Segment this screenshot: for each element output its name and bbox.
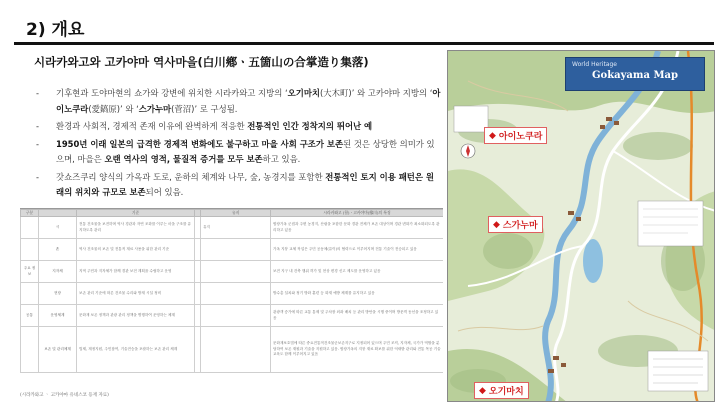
table-cell	[201, 283, 271, 305]
bullet-text: 기후현과 도야마현의 쇼가와 강변에 위치한 시라카와고 지방의 ‘	[56, 88, 288, 98]
bullet-dash: -	[36, 121, 40, 131]
table-cell: 가옥 지붕 교체 작업은 주민 공동체(유이)의 협력으로 이루어지며 전통 기술이 전승되고 있음	[271, 239, 444, 261]
bullet-dash: -	[36, 88, 40, 98]
table-cell	[201, 327, 271, 373]
table-cell: 지자체	[39, 261, 77, 283]
table-cell: 현장	[39, 283, 77, 305]
map-label-text: 오기마치	[488, 387, 524, 397]
bullet-dash: -	[36, 138, 40, 149]
table-cell	[201, 261, 271, 283]
map-label-text: 스가누마	[502, 221, 538, 231]
bullet-text: (大木町)’ 와 고카야마 지방의 ‘	[320, 88, 433, 98]
diamond-icon: ◆	[489, 130, 496, 141]
table-cell: 주요 정보	[21, 261, 39, 283]
bullet-highlight: 전통적인 토지 이용 패턴은 원래의 위치와 규모로 보존	[56, 171, 434, 197]
table-cell: 유지	[201, 217, 271, 239]
table-cell: 관광객 증가에 따른 교통 통제 및 주차장 외곽 배치 등 관리 방안을 시행 중이며 방문객 동선을 조정하고 있음	[271, 305, 444, 327]
section-title: 2) 개요	[26, 20, 85, 40]
table-cell	[21, 239, 39, 261]
table-cell: 문화재 보존 정책과 관광 관리 정책을 병행하여 운영하는 체계	[77, 305, 195, 327]
table-cell: 법제, 재정지원, 주민참여, 기술전승을 포괄하는 보존 관리 체계	[77, 327, 195, 373]
table-header-row	[21, 210, 444, 217]
bullet-highlight: 오랜 역사의 영적, 물질적 증거를 모두 보존	[104, 154, 263, 164]
map-title-world-heritage: World Heritage	[572, 61, 617, 68]
bullet-item	[36, 86, 441, 117]
table-cell: 합장가옥 군집과 주변 농경지, 산림을 포함한 문화 경관 전체가 보존 대상이며 경관 변화가 최소화되도록 관리하고 있음	[271, 217, 444, 239]
bullet-text: 되어 있음.	[145, 187, 184, 197]
table-cell: 지역 주민과 지자체가 함께 경관 보전 계획을 수립하고 운영	[77, 261, 195, 283]
map-title-gokayama: Gokayama Map	[592, 70, 678, 81]
table-cell	[201, 239, 271, 261]
bullet-text: 갓쇼즈쿠리 양식의 가옥과 도로, 운하의 체계와 나무, 숲, 농경지를 포함한	[56, 171, 326, 182]
table-cell: 촌	[39, 239, 77, 261]
map-inset-1	[454, 106, 488, 132]
table-cell: 운영체계	[39, 305, 77, 327]
table-header-cell: 시라카와고 (합)ㆍ고카야마(緣川)의 특징	[271, 210, 444, 217]
table-header-cell: 기준	[77, 210, 195, 217]
bullet-highlight: 1950년 이래 일본의 급격한 경제적 변화에도 불구하고 마을 사회 구조가 보존	[56, 138, 344, 149]
table-cell: 전통 건조물을 보전하며 역사 경관과 자연 조화를 이루는 마을 구조를 유지하도록 관리	[77, 217, 195, 239]
table-cell	[21, 217, 39, 239]
table-cell: 보존 관리 기준에 따른 건조물 수리와 방재 시설 정비	[77, 283, 195, 305]
diamond-icon: ◆	[479, 385, 486, 396]
table-caption: (시라카와고 ㆍ 고카야마 유네스코 등재 자료)	[20, 393, 109, 398]
diamond-icon: ◆	[493, 219, 500, 230]
table-cell: 공통	[21, 305, 39, 327]
map-label-ogimachi	[474, 382, 529, 399]
table-cell: 보전 지구 내 건축 행위 허가 및 현상 변경 신고 제도를 운영하고 있음	[271, 261, 444, 283]
bullet-text: 하고 있음.	[262, 154, 301, 164]
bullet-text: (愛鎬原)’ 와 ‘	[88, 103, 139, 114]
bullet-highlight: 전통적인 인간 정착지의 뛰어난 예	[247, 121, 373, 131]
table-cell	[201, 305, 271, 327]
table-row	[21, 305, 444, 327]
table-header-cell: 유지	[201, 210, 271, 217]
table-cell: 방수총 설치와 정기 방화 훈련 등 화재 예방 체계를 유지하고 있음	[271, 283, 444, 305]
bullet-dash: -	[36, 171, 40, 182]
title-divider	[14, 42, 714, 45]
map-legend-box	[648, 351, 708, 391]
bullet-item	[36, 137, 441, 168]
table-cell	[21, 327, 39, 373]
table-cell	[21, 283, 39, 305]
table-header-cell	[39, 210, 77, 217]
map-compass-icon	[461, 144, 475, 158]
bullet-text: (菅沼)’ 로 구성됨.	[171, 103, 238, 114]
map-lake	[583, 239, 603, 283]
map-label-suganuma	[488, 216, 543, 233]
table-body	[21, 217, 444, 373]
table-row	[21, 217, 444, 239]
bullet-text: 환경과 사회적, 경제적 존재 이유에 완벽하게 적응한	[56, 121, 248, 131]
table-cell: 역사 건조물의 보존 및 전통적 재료 사용을 위한 관리 기준	[77, 239, 195, 261]
map-label-ainokura	[484, 127, 547, 144]
table-cell: 보존 및 관리체계	[39, 327, 77, 373]
table-cell: 문화재보호법에 따른 중요전통적건조물군보존지구로 지정되어 있으며 주민 조직, 지자체, 국가가 역할을 분담하여 보존 재원과 기술을 지원하고 있음. 합장가옥의 지붕 재료 확보를 위한 억새밭 관리와 전통 목공 기술 교육도 함께 이루어지고 있음	[271, 327, 444, 373]
map-inset-2	[638, 201, 703, 246]
bullet-highlight: 아이노쿠라	[56, 88, 441, 114]
map-label-text: 아이노쿠라	[498, 132, 543, 142]
subtitle: 시라카와고와 고카야마 역사마을(白川鄕ㆍ五箇山の合掌造り集落)	[34, 55, 369, 69]
table-cell: 시	[39, 217, 77, 239]
table-header-cell: 구분	[21, 210, 39, 217]
bullet-list	[36, 86, 441, 203]
table-row	[21, 283, 444, 305]
map-title-banner	[565, 57, 705, 91]
table-row	[21, 261, 444, 283]
table-row	[21, 327, 444, 373]
bullet-highlight: 스가누마	[138, 103, 172, 114]
bullet-item	[36, 170, 441, 201]
heritage-table-container	[20, 208, 443, 388]
bullet-text: 된 것은 상당한 의미가 있으며, 마을은	[56, 138, 435, 164]
table-row	[21, 239, 444, 261]
bullet-item	[36, 119, 441, 135]
gokayama-map	[447, 50, 715, 402]
heritage-table	[20, 209, 443, 373]
bullet-highlight: 오기마치	[287, 88, 321, 98]
